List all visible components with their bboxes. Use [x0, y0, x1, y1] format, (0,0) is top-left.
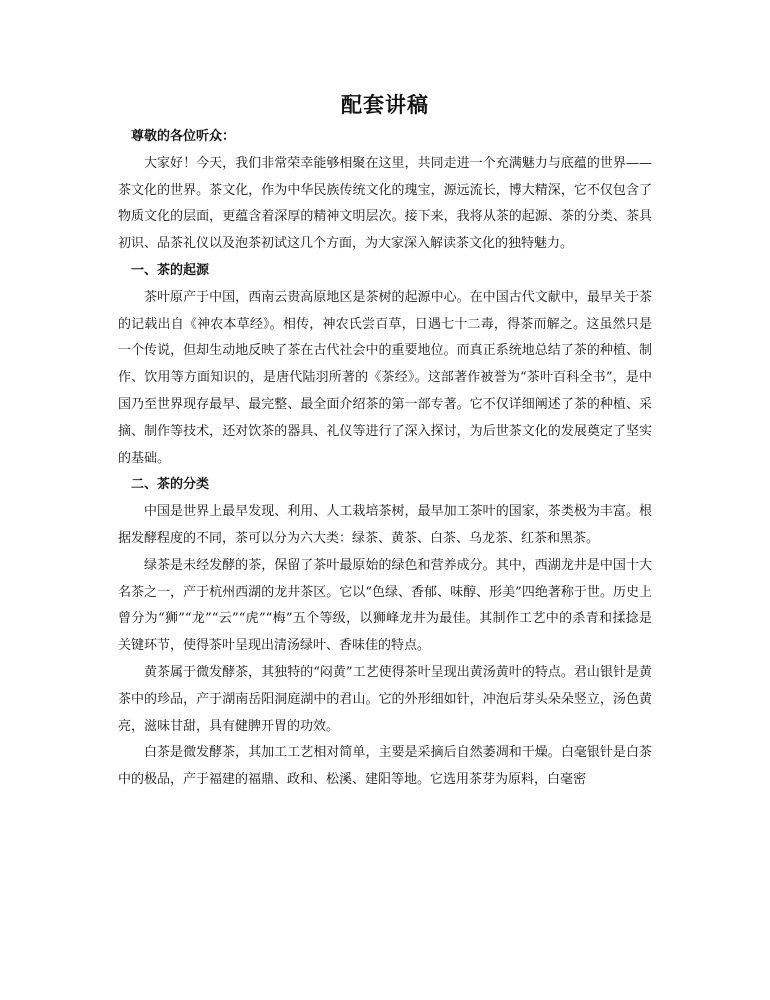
section-heading-classification: 二、茶的分类: [131, 477, 210, 493]
document-page: [118, 86, 652, 794]
white-tea-paragraph: 白茶是微发酵茶，其加工工艺相对简单，主要是采摘后自然萎凋和干燥。白毫银针是白茶中的极品，产于福建的福鼎、政和、松溪、建阳等地。它选用茶芽为原料，白毫密: [118, 745, 652, 788]
intro-paragraph: 大家好！今天，我们非常荣幸能够相聚在这里，共同走进一个充满魅力与底蕴的世界——茶文化的世界。茶文化，作为中华民族传统文化的瑰宝，源远流长，博大精深，它不仅包含了物质文化的层面，更蕴含着深厚的精神文明层次。接下来，我将从茶的起源、茶的分类、茶具初识、品茶礼仪以及泡茶初试这几个方面，为大家深入解读茶文化的独特魅力。: [118, 155, 652, 252]
page-title: 配套讲稿: [341, 92, 429, 117]
yellow-tea-paragraph: 黄茶属于微发酵茶，其独特的“闷黄”工艺使得茶叶呈现出黄汤黄叶的特点。君山银针是黄茶中的珍品，产于湖南岳阳洞庭湖中的君山。它的外形细如针，冲泡后芽头朵朵竖立，汤色黄亮，滋味甘甜，具有健脾开胃的功效。: [118, 664, 652, 734]
classification-paragraph: 中国是世界上最早发现、利用、人工栽培茶树，最早加工茶叶的国家，茶类极为丰富。根据发酵程度的不同，茶可以分为六大类：绿茶、黄茶、白茶、乌龙茶、红茶和黑茶。: [118, 504, 652, 546]
salutation: 尊敬的各位听众：: [131, 129, 236, 144]
section-heading-origin: 一、茶的起源: [131, 262, 210, 278]
origin-paragraph: 茶叶原产于中国，西南云贵高原地区是茶树的起源中心。在中国古代文献中，最早关于茶的记载出自《神农本草经》。相传，神农氏尝百草，日遇七十二毒，得茶而解之。这虽然只是一个传说，但却生动地反映了茶在古代社会中的重要地位。而真正系统地总结了茶的种植、制作、饮用等方面知识的，是唐代陆羽所著的《茶经》。这部著作被誉为“茶叶百科全书”，是中国乃至世界现存最早、最完整、最全面介绍茶的第一部专著。它不仅详细阐述了茶的种植、采摘、制作等技术，还对饮茶的器具、礼仪等进行了深入探讨，为后世茶文化的发展奠定了坚实的基础。: [118, 289, 652, 466]
green-tea-paragraph: 绿茶是未经发酵的茶，保留了茶叶最原始的绿色和营养成分。其中，西湖龙井是中国十大名茶之一，产于杭州西湖的龙井茶区。它以“色绿、香郁、味醇、形美”四绝著称于世。历史上曾分为“狮”“龙”“云”“虎”“梅”五个等级，以狮峰龙井为最佳。其制作工艺中的杀青和揉捻是关键环节，使得茶叶呈现出清汤绿叶、香味佳的特点。: [118, 557, 652, 654]
